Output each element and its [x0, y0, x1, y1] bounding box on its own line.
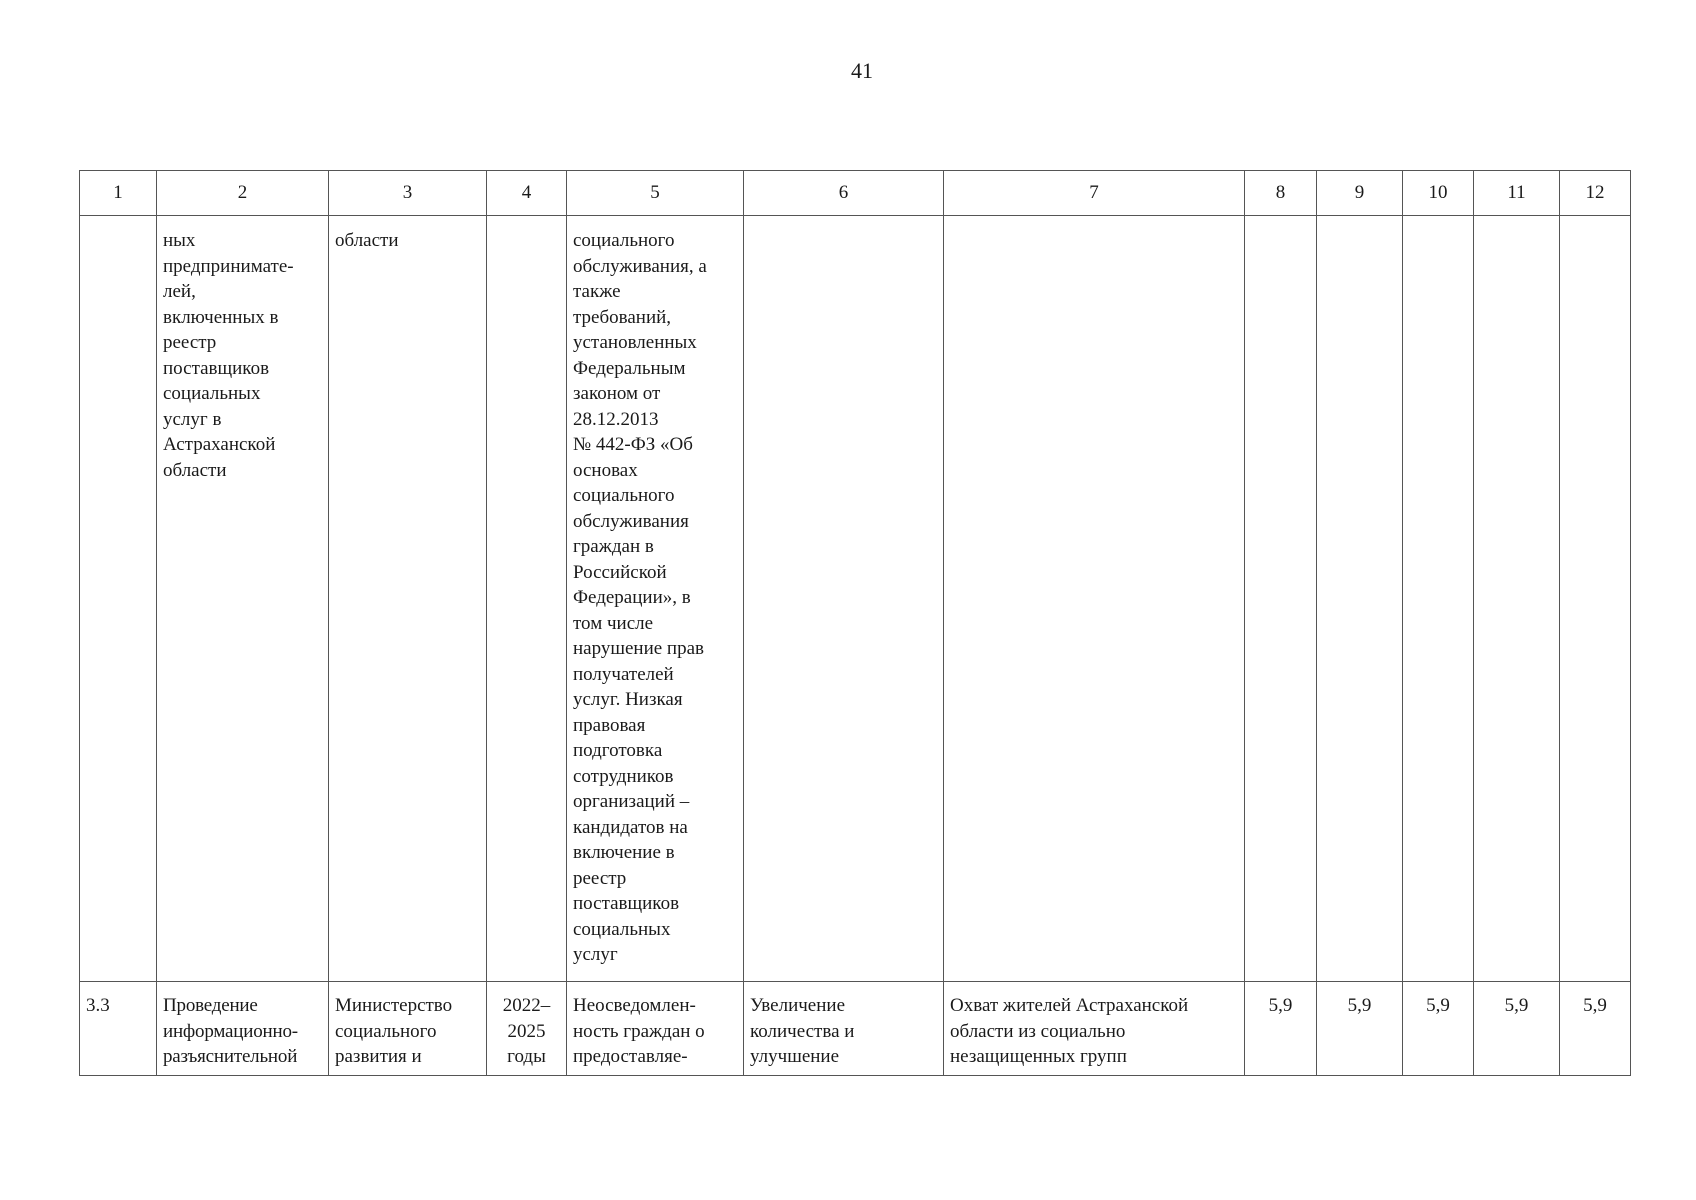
table-cell	[157, 216, 329, 982]
table-cell	[1403, 982, 1474, 1076]
table-cell	[1474, 216, 1560, 982]
table-cell	[1560, 982, 1631, 1076]
table-cell	[1560, 216, 1631, 982]
cell-text: социального обслуживания, а также требований, установленных Федеральным законом от 28.12.2013 № 442-ФЗ «Об основах социального обслуживания граждан в Российской Федерации», в том числе нарушение прав получателей услуг. Низкая правовая подготовка сотрудников организаций – кандидатов на включение в реестр поставщиков социальных услуг	[573, 230, 707, 965]
cell-text: Неосведомлен- ность граждан о предоставляе-	[573, 995, 705, 1067]
table-cell	[944, 982, 1245, 1076]
page-number: 41	[851, 58, 873, 83]
cell-text: 5,9	[1426, 995, 1450, 1016]
header-cell: 10	[1403, 171, 1474, 216]
table-cell	[487, 216, 567, 982]
table-row	[80, 216, 1631, 982]
table-cell	[157, 982, 329, 1076]
header-cell: 7	[944, 171, 1245, 216]
cell-text: Увеличение количества и улучшение	[750, 995, 855, 1067]
table-cell	[1474, 982, 1560, 1076]
header-cell: 1	[80, 171, 157, 216]
table-cell	[1245, 982, 1317, 1076]
header-cell: 12	[1560, 171, 1631, 216]
table-cell	[744, 216, 944, 982]
table-header-row	[80, 171, 1631, 216]
table-cell	[744, 982, 944, 1076]
table-cell	[1245, 216, 1317, 982]
table-cell	[1403, 216, 1474, 982]
table-cell	[487, 982, 567, 1076]
header-cell: 9	[1317, 171, 1403, 216]
table-cell	[329, 216, 487, 982]
cell-text: 5,9	[1583, 995, 1607, 1016]
cell-text: ных предпринимате- лей, включенных в реестр поставщиков социальных услуг в Астраханской области	[163, 230, 294, 481]
header-cell: 11	[1474, 171, 1560, 216]
document-table	[79, 170, 1631, 1076]
table-cell	[1317, 216, 1403, 982]
table-cell	[567, 982, 744, 1076]
cell-text: 5,9	[1268, 995, 1293, 1016]
header-cell: 8	[1245, 171, 1317, 216]
header-cell: 2	[157, 171, 329, 216]
cell-text: Охват жителей Астраханской области из социально незащищенных групп	[950, 995, 1189, 1067]
table-row	[80, 982, 1631, 1076]
cell-text: 3.3	[86, 995, 110, 1016]
table-cell	[944, 216, 1245, 982]
table-cell	[80, 216, 157, 982]
cell-text: 2022– 2025 годы	[502, 995, 551, 1067]
cell-text: Проведение информационно- разъяснительной	[163, 995, 298, 1067]
header-cell: 6	[744, 171, 944, 216]
header-cell: 3	[329, 171, 487, 216]
table-cell	[329, 982, 487, 1076]
cell-text: Министерство социального развития и	[335, 995, 453, 1067]
cell-text: области	[335, 230, 399, 251]
header-cell: 4	[487, 171, 567, 216]
header-cell: 5	[567, 171, 744, 216]
table-cell	[567, 216, 744, 982]
cell-text: 5,9	[1347, 995, 1372, 1016]
cell-text: 5,9	[1504, 995, 1529, 1016]
table-cell	[1317, 982, 1403, 1076]
table-cell	[80, 982, 157, 1076]
